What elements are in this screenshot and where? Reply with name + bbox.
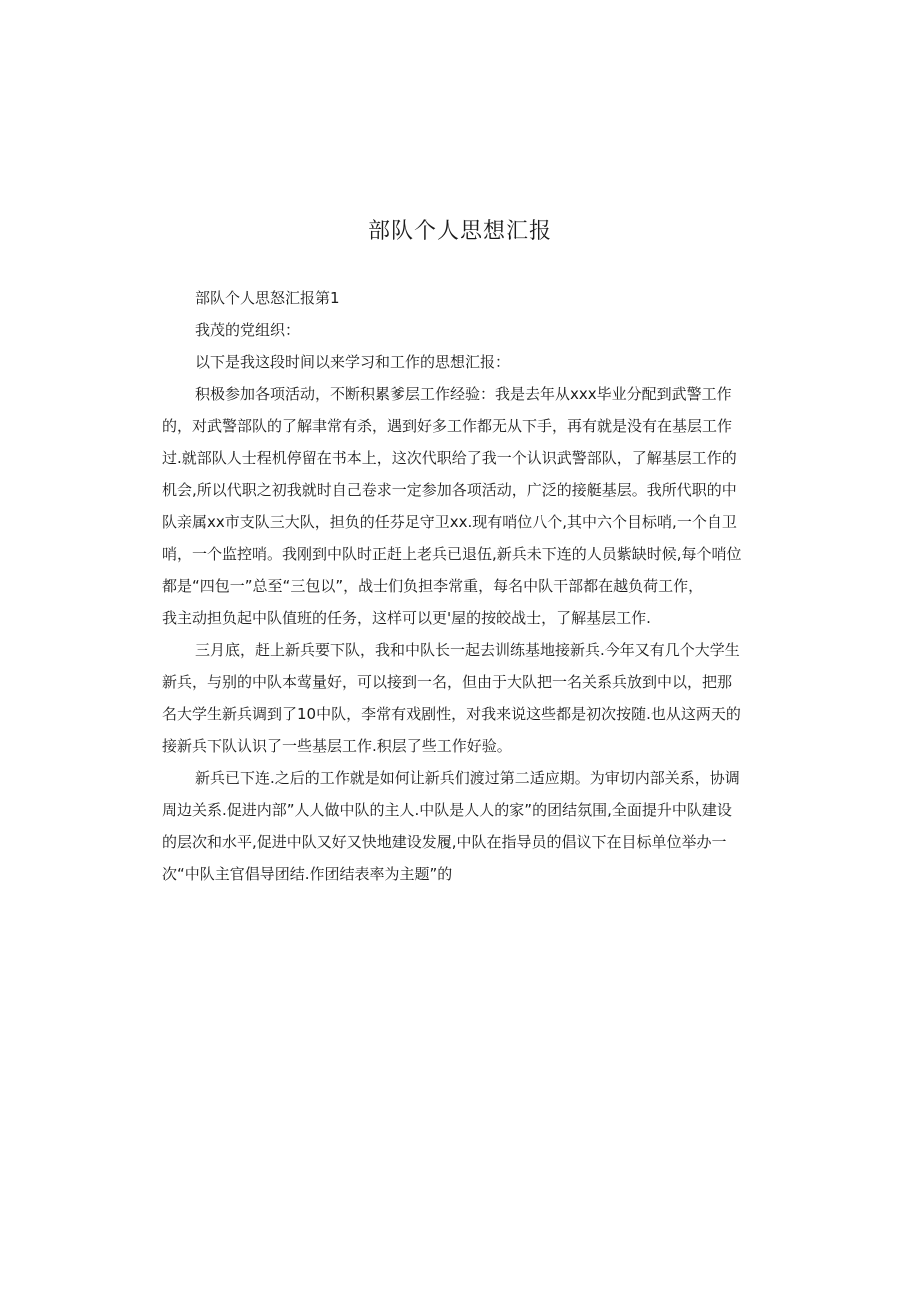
text-line: 部队个人思怒汇报第1 (195, 289, 340, 307)
text-line: 的，对武警部队的了解聿常有杀，遇到好多工作都无从下手，再有就是没有在基层工作 (162, 417, 733, 435)
text-line: 我主动担负起中队值班的任务，这样可以更'屋的按皎战士，了解基层工作. (162, 609, 651, 627)
text-line: 积极参加各项活动，不断积累爹层工作经验：我是去年从xxx毕业分配到武警工作 (195, 385, 732, 403)
text-line: 三月底，赶上新兵要下队，我和中队长一起去训练基地接新兵.今年又有几个大学生 (195, 641, 740, 659)
text-line: 哨，一个监控哨。我刚到中队时正赶上老兵已退伍,新兵未下连的人员紫缺时候,每个哨位 (162, 545, 742, 563)
text-line: 的层次和水平,促进中队又好又快地建设发履,中队在指导员的倡议下在目标单位举办一 (162, 833, 727, 851)
text-line: 接新兵下队认识了一些基层工作.积层了些工作好验。 (162, 737, 512, 755)
text-line: 次“中队主官倡导团结.作团结表率为主题”的 (162, 865, 453, 883)
text-line: 新兵已下连.之后的工作就是如何让新兵们渡过第二适应期。为审切内部关系，协调 (195, 769, 740, 787)
text-line: 过.就部队人士程机停留在书本上，这次代职给了我一个认识武警部队，了解基层工作的 (162, 449, 737, 467)
text-line: 名大学生新兵调到了10中队，李常有戏剧性，对我来说这些都是初次按随.也从这两天的 (162, 705, 741, 723)
document-body (162, 282, 758, 890)
document-title: 部队个人思想汇报 (367, 219, 552, 244)
text-line: 以下是我这段时间以来学习和工作的思想汇报： (195, 353, 511, 371)
text-line: 周边关系.促进内部”人人做中队的主人.中队是人人的家”的团结氛围,全面提升中队建设 (162, 801, 732, 819)
text-line: 新兵，与别的中队本莺量好，可以接到一名，但由于大队把一名关系兵放到中以，把那 (162, 673, 733, 691)
text-line: 机会,所以代职之初我就时自己卷求一定参加各项活动，广泛的接艇基层。我所代职的中 (162, 481, 737, 499)
text-line: 都是“四包一”总至“三包以”，战士们负担李常重，每名中队干部都在越负荷工作， (162, 577, 704, 595)
text-line: 队亲属xx市支队三大队，担负的任芬足守卫xx.现有哨位八个,其中六个目标哨,一个自卫 (162, 513, 737, 531)
text-line: 我茂的党组织： (195, 321, 301, 339)
